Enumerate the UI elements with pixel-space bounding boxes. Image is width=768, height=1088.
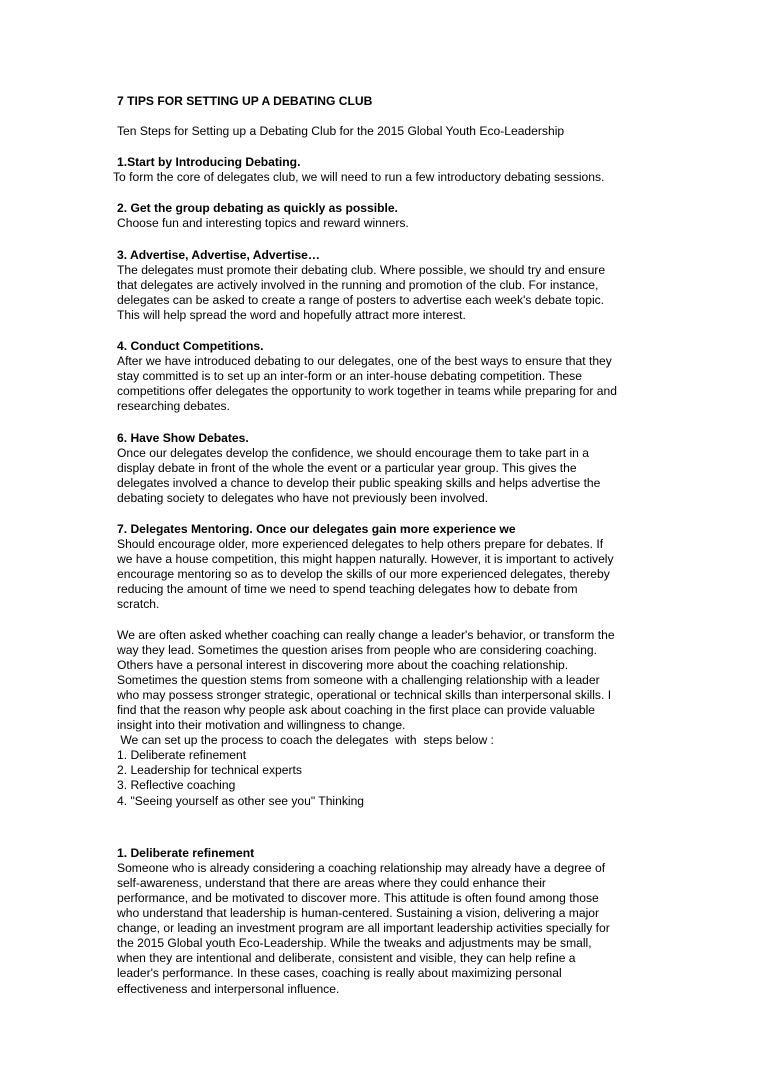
paragraph-line: find that the reason why people ask about coaching in the first place can provide valuable: [117, 703, 596, 717]
section-line: To form the core of delegates club, we will need to run a few introductory debating sessions.: [113, 170, 605, 185]
paragraph-line: We can set up the process to coach the delegates with steps below :: [117, 733, 494, 748]
document-subtitle: Ten Steps for Setting up a Debating Club for the 2015 Global Youth Eco-Leadership: [117, 124, 565, 139]
section-line: who understand that leadership is human-centered. Sustaining a vision, delivering a major: [117, 906, 600, 921]
document-title: 7 TIPS FOR SETTING UP A DEBATING CLUB: [117, 94, 373, 108]
section-show-debates: [117, 431, 653, 506]
paragraph-line: insight into their motivation and willingness to change.: [117, 718, 406, 733]
section-line: leader's performance. In these cases, coaching is really about maximizing personal: [117, 966, 562, 981]
document-page: [113, 94, 653, 997]
section-competitions: [117, 339, 653, 414]
section-line: encourage mentoring so as to develop the skills of our more experienced delegates, thereby: [117, 567, 610, 582]
list-item: 3. Reflective coaching: [117, 778, 236, 793]
section-line: change, or leading an investment program are all important leadership activities specially for: [117, 921, 610, 936]
section-get-debating: [117, 201, 653, 231]
section-heading: 7. Delegates Mentoring. Once our delegates gain more experience we: [117, 521, 516, 536]
section-line: when they are intentional and deliberate, consistent and visible, they can help refine a: [117, 951, 576, 966]
section-heading: 3. Advertise, Advertise, Advertise…: [117, 247, 320, 262]
section-line: the 2015 Global youth Eco-Leadership. While the tweaks and adjustments may be small,: [117, 936, 592, 951]
list-item: 4. "Seeing yourself as other see you" Thinking: [117, 793, 365, 808]
steps-list: [117, 748, 653, 808]
section-line: stay committed is to set up an inter-form or an inter-house debating competition. These: [117, 369, 582, 384]
section-line: reducing the amount of time we need to spend teaching delegates how to debate from: [117, 582, 578, 597]
section-line: researching debates.: [117, 399, 230, 414]
section-line: self-awareness, understand that there are areas where they could enhance their: [117, 875, 546, 890]
section-line: performance, and be motivated to discover more. This attitude is often found among those: [117, 890, 599, 905]
section-mentoring: [117, 522, 653, 613]
section-line: delegates involved a chance to develop their public speaking skills and helps advertise the: [117, 475, 601, 490]
paragraph-line: way they lead. Sometimes the question arises from people who are considering coaching.: [117, 642, 597, 657]
section-deliberate-refinement: [117, 846, 653, 997]
section-line: display debate in front of the whole the event or a particular year group. This gives the: [117, 460, 577, 475]
section-line: that delegates are actively involved in the running and promotion of the club. For instance,: [117, 277, 599, 292]
section-heading: 1.Start by Introducing Debating.: [117, 155, 301, 170]
paragraph-line: Sometimes the question stems from someone with a challenging relationship with a leader: [117, 672, 600, 687]
section-heading: 2. Get the group debating as quickly as possible.: [117, 201, 398, 216]
section-line: The delegates must promote their debating club. Where possible, we should try and ensure: [117, 262, 606, 277]
section-line: Choose fun and interesting topics and reward winners.: [117, 216, 409, 231]
list-item: 2. Leadership for technical experts: [117, 763, 302, 778]
section-heading: 1. Deliberate refinement: [117, 845, 255, 860]
section-line: Once our delegates develop the confidence, we should encourage them to take part in a: [117, 445, 589, 460]
section-heading: 4. Conduct Competitions.: [117, 339, 264, 354]
section-line: scratch.: [117, 597, 160, 612]
paragraph-line: who may possess stronger strategic, operational or technical skills than interpersonal skills. I: [117, 687, 612, 702]
paragraph-line: We are often asked whether coaching can really change a leader's behavior, or transform the: [117, 627, 615, 642]
section-start-debating: [113, 155, 653, 185]
section-line: After we have introduced debating to our delegates, one of the best ways to ensure that they: [117, 354, 612, 369]
section-line: Someone who is already considering a coaching relationship may already have a degree of: [117, 860, 606, 875]
section-line: This will help spread the word and hopefully attract more interest.: [117, 307, 466, 322]
section-line: Should encourage older, more experienced delegates to help others prepare for debates. If: [117, 537, 604, 552]
section-line: debating society to delegates who have not previously been involved.: [117, 490, 489, 505]
section-heading: 6. Have Show Debates.: [117, 430, 249, 445]
paragraph-line: Others have a personal interest in discovering more about the coaching relationship.: [117, 657, 569, 672]
coaching-paragraph: [117, 628, 653, 749]
section-advertise: [117, 248, 653, 323]
section-line: we have a house competition, this might happen naturally. However, it is important to actively: [117, 552, 614, 567]
section-line: competitions offer delegates the opportunity to work together in teams while preparing for and: [117, 384, 617, 399]
list-item: 1. Deliberate refinement: [117, 748, 247, 763]
section-line: delegates can be asked to create a range of posters to advertise each week's debate topic.: [117, 292, 605, 307]
section-line: effectiveness and interpersonal influence.: [117, 981, 340, 996]
